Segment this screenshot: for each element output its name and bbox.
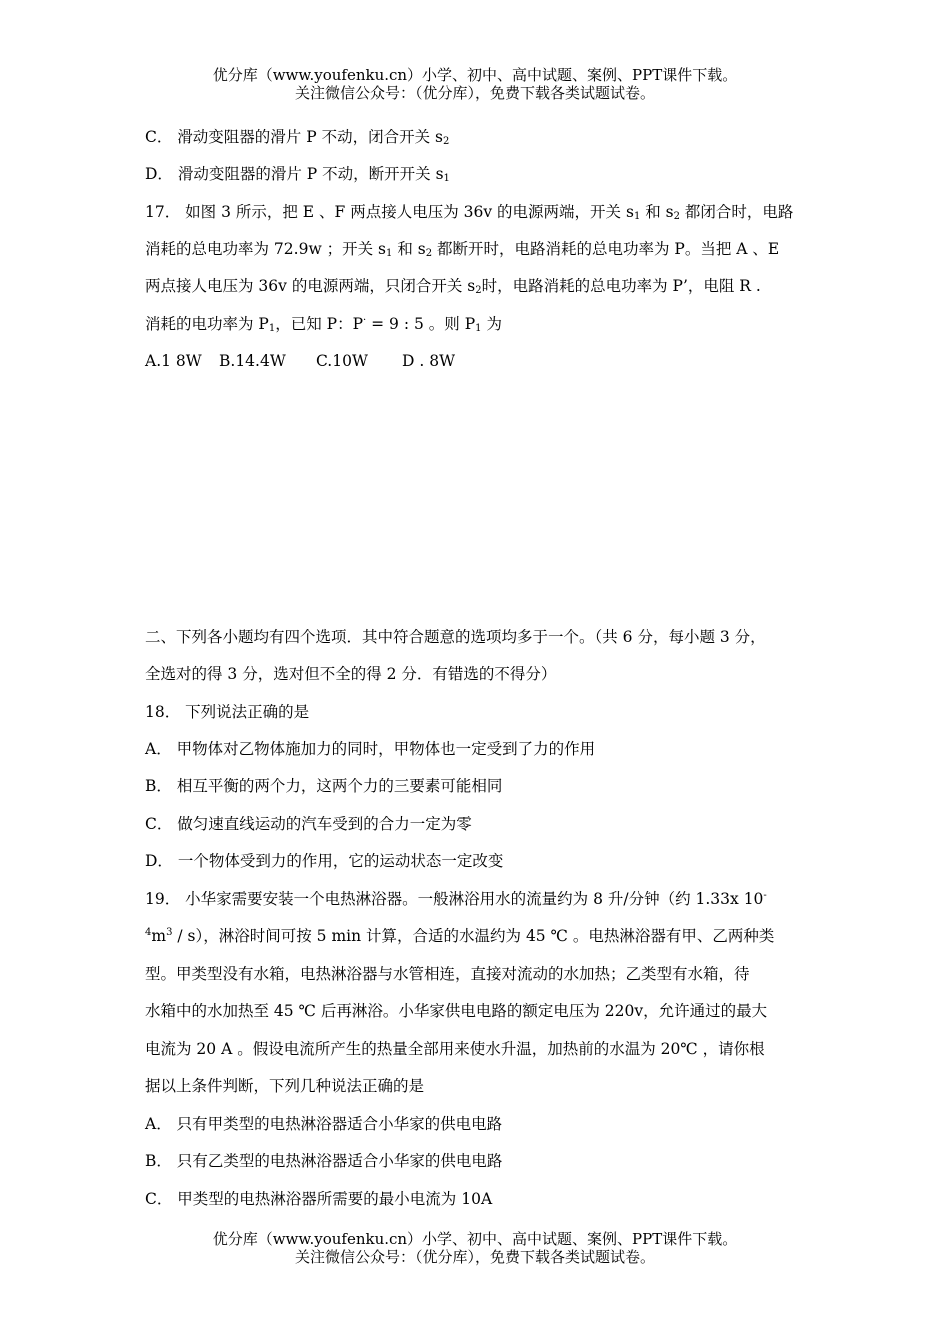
q19-option-c: C． 甲类型的电热淋浴器所需要的最小电流为 10A — [145, 1190, 493, 1208]
footer-line-2: 关注微信公众号：（优分库），免费下载各类试题试卷。 — [294, 1248, 655, 1266]
q19-option-a: A． 只有甲类型的电热淋浴器适合小华家的供电电路 — [145, 1115, 503, 1133]
q17-option-b: B.14.4W — [219, 352, 286, 370]
q16-option-c: C． 滑动变阻器的滑片 P 不动，闭合开关 $s_2$ — [145, 128, 450, 147]
q17-line-1: 17． 如图 3 所示，把 E 、F 两点接人电压为 36v 的电源两端，开关 $s_1$ 和 $s_2$ 都闭合时，电路 — [145, 203, 794, 222]
q17-options — [145, 351, 455, 371]
q18-option-a: A． 甲物体对乙物体施加力的同时，甲物体也一定受到了力的作用 — [145, 740, 596, 758]
q17-line-3: 两点接人电压为 36v 的电源两端，只闭合开关 $s_2$时，电路消耗的总电功率为 P’，电阻 R . — [145, 277, 761, 296]
page-header — [0, 66, 950, 102]
q18-stem: 18． 下列说法正确的是 — [145, 703, 310, 721]
q18-option-b: B． 相互平衡的两个力，这两个力的三要素可能相同 — [145, 777, 503, 795]
footer-line-1: 优分库（www.youfenku.cn）小学、初中、高中试题、案例、PPT课件下载。 — [212, 1230, 738, 1248]
q19-line-1: 19． 小华家需要安装一个电热淋浴器。一般淋浴用水的流量约为 8 升/分钟（约 1.33x 10- — [145, 890, 767, 908]
q17-option-d: D . 8W — [402, 352, 456, 370]
page-footer — [0, 1230, 950, 1266]
q17-line-4: 消耗的电功率为 $P_1$，已知 P：P· = 9 : 5 。则 $P_1$ 为 — [145, 315, 502, 334]
q19-line-6: 据以上条件判断，下列几种说法正确的是 — [145, 1077, 425, 1095]
q18-option-d: D． 一个物体受到力的作用，它的运动状态一定改变 — [145, 852, 504, 870]
header-line-2: 关注微信公众号：（优分库），免费下载各类试题试卷。 — [294, 84, 655, 102]
header-line-1: 优分库（www.youfenku.cn）小学、初中、高中试题、案例、PPT课件下载。 — [212, 66, 738, 84]
q17-option-a: A.1 8W — [145, 352, 202, 370]
q19-option-b: B． 只有乙类型的电热淋浴器适合小华家的供电电路 — [145, 1152, 503, 1170]
q18-option-c: C． 做匀速直线运动的汽车受到的合力一定为零 — [145, 815, 472, 833]
section-2-line-2: 全选对的得 3 分，选对但不全的得 2 分．有错选的不得分） — [145, 665, 557, 683]
q16-option-d: D． 滑动变阻器的滑片 P 不动，断开开关 $s_1$ — [145, 165, 450, 184]
q19-line-2: $^4m^3 / s$），淋浴时间可按 5 min 计算，合适的水温约为 45 ℃ 。电热淋浴器有甲、乙两种类 — [145, 927, 775, 945]
q19-line-4: 水箱中的水加热至 45 ℃ 后再淋浴。小华家供电电路的额定电压为 220v，允许通过的最大 — [145, 1002, 768, 1020]
q19-line-5: 电流为 20 A 。假设电流所产生的热量全部用来使水升温，加热前的水温为 20℃ ，请你根 — [145, 1040, 765, 1058]
q17-option-c: C.10W — [316, 352, 368, 370]
section-2-line-1: 二、下列各小题均有四个选项．其中符合题意的选项均多于一个。（共 6 分，每小题 3 分， — [145, 628, 766, 646]
q17-line-2: 消耗的总电功率为 72.9w ；开关 $s_1$ 和 $s_2$ 都断开时，电路消耗的总电功率为 P。当把 A 、E — [145, 240, 780, 259]
q19-line-3: 型。甲类型没有水箱，电热淋浴器与水管相连，直接对流动的水加热；乙类型有水箱，待 — [145, 965, 750, 983]
